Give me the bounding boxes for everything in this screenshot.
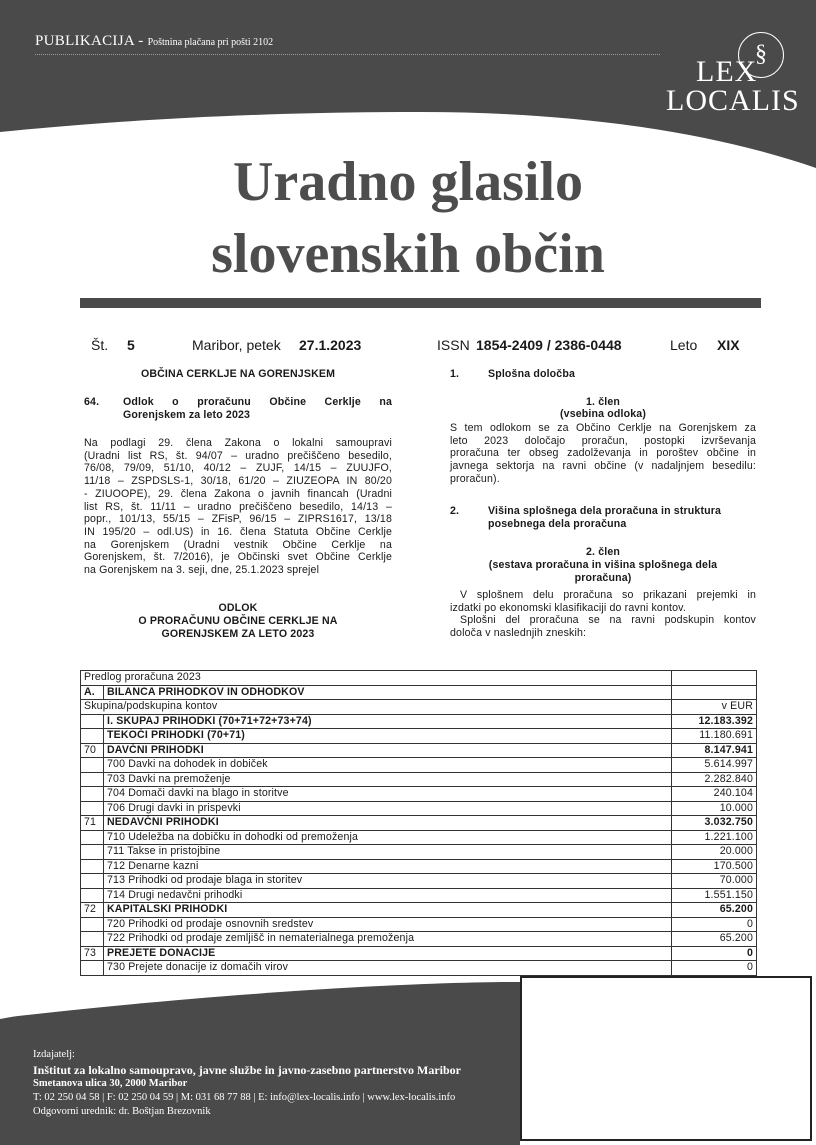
dotted-divider — [35, 54, 660, 55]
account-label: 703 Davki na premoženje — [104, 772, 672, 787]
account-code — [81, 917, 104, 932]
account-label: 714 Drugi nedavčni prihodki — [104, 888, 672, 903]
table-header-row — [81, 700, 757, 715]
title-rule — [80, 298, 761, 308]
table-row — [81, 816, 757, 831]
account-value: 3.032.750 — [672, 816, 757, 831]
year-label: Leto — [670, 337, 698, 353]
account-value: 0 — [672, 946, 757, 961]
account-label: 704 Domači davki na blago in storitve — [104, 787, 672, 802]
account-label: 730 Prejete donacije iz domačih virov — [104, 961, 672, 976]
table-cell — [672, 671, 757, 686]
account-code — [81, 714, 104, 729]
table-row — [81, 743, 757, 758]
budget-table — [80, 670, 757, 976]
table-row — [81, 787, 757, 802]
article-1-text — [450, 422, 756, 486]
account-value: 10.000 — [672, 801, 757, 816]
account-code — [81, 830, 104, 845]
odlok-title: ODLOK — [218, 602, 258, 614]
article-1-line: javnega sektorja na ravni občine (v nadaljnjem besedilu: — [450, 460, 756, 473]
preamble-line: 76/08, 79/09, 51/10, 40/12 – ZUJF, 14/15 – ZUUJFO, — [84, 462, 392, 475]
table-section-row — [81, 685, 757, 700]
table-row — [81, 874, 757, 889]
postage-note: Poštnina plačana pri pošti 2102 — [147, 37, 274, 48]
table-row — [81, 845, 757, 860]
article-2-line: določa v naslednjih zneskih: — [450, 627, 587, 640]
publisher-label: Izdajatelj: — [33, 1049, 75, 1060]
article-2-text — [450, 589, 756, 640]
account-code: 70 — [81, 743, 104, 758]
account-code — [81, 888, 104, 903]
account-label: I. SKUPAJ PRIHODKI (70+71+72+73+74) — [104, 714, 672, 729]
account-label: NEDAVČNI PRIHODKI — [104, 816, 672, 831]
group-header: Skupina/podskupina kontov — [81, 700, 672, 715]
odlok-subtitle-1: O PRORAČUNU OBČINE CERKLJE NA — [138, 615, 338, 627]
article-2-line: izdatki po ekonomski klasifikaciji do ravni kontov. — [450, 601, 686, 614]
odlok-subtitle-2: GORENJSKEM ZA LETO 2023 — [161, 628, 315, 640]
account-value: 20.000 — [672, 845, 757, 860]
article-1-line: proračuna ter obseg zadolževanja in poroštev občine in — [450, 447, 756, 460]
account-code — [81, 859, 104, 874]
article-2-line: V splošnem delu proračuna so prikazani prejemki in — [460, 589, 756, 601]
account-label: 706 Drugi davki in prispevki — [104, 801, 672, 816]
editor-line: Odgovorni urednik: dr. Boštjan Brezovnik — [33, 1106, 211, 1117]
account-label: 720 Prihodki od prodaje osnovnih sredstev — [104, 917, 672, 932]
table-row — [81, 758, 757, 773]
publisher-address: Smetanova ulica 30, 2000 Maribor — [33, 1078, 188, 1089]
issue-number: 5 — [127, 337, 135, 353]
issn-label: ISSN — [437, 337, 470, 353]
publisher-name: Inštitut za lokalno samoupravo, javne službe in javno-zasebno partnerstvo Maribor — [33, 1063, 462, 1077]
account-code: 73 — [81, 946, 104, 961]
table-row — [81, 946, 757, 961]
account-label: 722 Prihodki od prodaje zemljišč in nematerialnega premoženja — [104, 932, 672, 947]
account-value: 70.000 — [672, 874, 757, 889]
preamble-line: popr., 101/13, 55/15 – ZFisP, 96/15 – ZIPRS1617, 13/18 — [84, 513, 392, 526]
account-value: 5.614.997 — [672, 758, 757, 773]
section-2-title-line1: Višina splošnega dela proračuna in struktura — [488, 505, 722, 517]
preamble-line: - ZIUOOPE), 29. člena Zakona o javnih financah (Uradni — [84, 487, 392, 500]
preamble-line: Na podlagi 29. člena Zakona o lokalni samoupravi — [84, 437, 392, 449]
account-code — [81, 772, 104, 787]
item-number: 64. — [84, 396, 100, 408]
preamble-line: list RS, št. 11/11 – uradno prečiščeno besedilo, 14/13 – — [84, 500, 392, 513]
item-title-line1: Odlok o proračunu Občine Cerklje na — [123, 396, 392, 408]
issn-value: 1854-2409 / 2386-0448 — [476, 337, 622, 353]
table-row — [81, 772, 757, 787]
account-code — [81, 845, 104, 860]
page-title-line2: slovenskih občin — [211, 223, 605, 285]
section-1-number: 1. — [450, 368, 460, 380]
section-title: BILANCA PRIHODKOV IN ODHODKOV — [104, 685, 672, 700]
municipality-heading: OBČINA CERKLJE NA GORENJSKEM — [140, 368, 336, 380]
paragraph-sign-icon: § — [738, 32, 784, 78]
article-1-line: leto 2023 določajo proračun, postopki izvrševanja — [450, 434, 756, 447]
account-value: 240.104 — [672, 787, 757, 802]
article-2-subheading-2: proračuna) — [574, 572, 632, 584]
logo-localis: LOCALIS — [666, 84, 800, 117]
account-label: 700 Davki na dohodek in dobiček — [104, 758, 672, 773]
account-code — [81, 758, 104, 773]
article-1-heading: 1. člen — [585, 396, 621, 408]
table-row — [81, 830, 757, 845]
publication-dash: - — [138, 33, 144, 49]
preamble — [84, 437, 392, 577]
account-label: DAVČNI PRIHODKI — [104, 743, 672, 758]
preamble-line: (Uradni list RS, št. 94/07 – uradno prečiščeno besedilo, — [84, 449, 392, 462]
preamble-line: IN 195/20 – odl.US) in 16. člena Statuta Občine Cerklje — [84, 525, 392, 538]
blank-box — [520, 976, 812, 1141]
account-code — [81, 874, 104, 889]
issue-number-label: Št. — [91, 337, 109, 353]
preamble-line: Gorenjskem, št. 7/2016), je Občinski svet Občine Cerklje — [84, 551, 392, 564]
preamble-line: na Gorenjskem na 3. seji, dne, 25.1.2023 sprejel — [84, 564, 320, 577]
page-title-line1: Uradno glasilo — [232, 151, 584, 213]
account-value: 65.200 — [672, 903, 757, 918]
table-row — [81, 714, 757, 729]
account-value: 170.500 — [672, 859, 757, 874]
account-value: 1.551.150 — [672, 888, 757, 903]
account-code — [81, 932, 104, 947]
unit-header: v EUR — [672, 700, 757, 715]
publication-text: PUBLIKACIJA — [35, 33, 135, 49]
account-code — [81, 729, 104, 744]
logo-lex: LEX — [696, 55, 758, 88]
table-caption-row — [81, 671, 757, 686]
account-value: 0 — [672, 917, 757, 932]
account-label: 711 Takse in pristojbine — [104, 845, 672, 860]
article-1-line: S tem odlokom se za Občino Cerklje na Gorenjskem za — [450, 422, 756, 434]
table-cell — [672, 685, 757, 700]
article-2-line: Splošni del proračuna se na ravni podskupin kontov — [460, 614, 756, 627]
table-row — [81, 903, 757, 918]
table-row — [81, 729, 757, 744]
account-label: 710 Udeležba na dobičku in dohodki od premoženja — [104, 830, 672, 845]
table-row — [81, 888, 757, 903]
account-value: 2.282.840 — [672, 772, 757, 787]
account-code — [81, 961, 104, 976]
section-2-number: 2. — [450, 505, 460, 517]
account-code: 71 — [81, 816, 104, 831]
account-label: 713 Prihodki od prodaje blaga in storitev — [104, 874, 672, 889]
table-row — [81, 917, 757, 932]
table-row — [81, 932, 757, 947]
account-value: 8.147.941 — [672, 743, 757, 758]
account-code — [81, 787, 104, 802]
account-code — [81, 801, 104, 816]
account-value: 11.180.691 — [672, 729, 757, 744]
article-2-subheading-1: (sestava proračuna in višina splošnega dela — [488, 559, 718, 571]
preamble-line: na Gorenjskem (Uradni vestnik Občine Cerklje na — [84, 538, 392, 551]
account-label: TEKOČI PRIHODKI (70+71) — [104, 729, 672, 744]
account-label: 712 Denarne kazni — [104, 859, 672, 874]
table-row — [81, 961, 757, 976]
table-row — [81, 859, 757, 874]
account-value: 12.183.392 — [672, 714, 757, 729]
issue-date: 27.1.2023 — [299, 337, 362, 353]
account-value: 1.221.100 — [672, 830, 757, 845]
section-1-title: Splošna določba — [488, 368, 576, 380]
item-title-line2: Gorenjskem za leto 2023 — [123, 409, 251, 421]
account-label: KAPITALSKI PRIHODKI — [104, 903, 672, 918]
account-label: PREJETE DONACIJE — [104, 946, 672, 961]
account-value: 0 — [672, 961, 757, 976]
publication-label — [35, 33, 273, 50]
year-value: XIX — [717, 337, 740, 353]
table-caption: Predlog proračuna 2023 — [81, 671, 672, 686]
section-2-title-line2: posebnega dela proračuna — [488, 518, 627, 530]
publisher-contacts: T: 02 250 04 58 | F: 02 250 04 59 | M: 031 68 77 88 | E: info@lex-localis.info | www.lex-localis.info — [33, 1092, 456, 1103]
section-letter: A. — [81, 685, 104, 700]
table-row — [81, 801, 757, 816]
article-1-line: proračun). — [450, 472, 500, 485]
preamble-line: 11/18 – ZSPDSLS-1, 30/18, 61/20 – ZIUZEOPA IN 80/20 — [84, 475, 392, 488]
article-1-subheading: (vsebina odloka) — [560, 408, 646, 420]
article-2-heading: 2. člen — [585, 546, 621, 558]
account-code: 72 — [81, 903, 104, 918]
issue-place: Maribor, petek — [192, 337, 281, 353]
account-value: 65.200 — [672, 932, 757, 947]
